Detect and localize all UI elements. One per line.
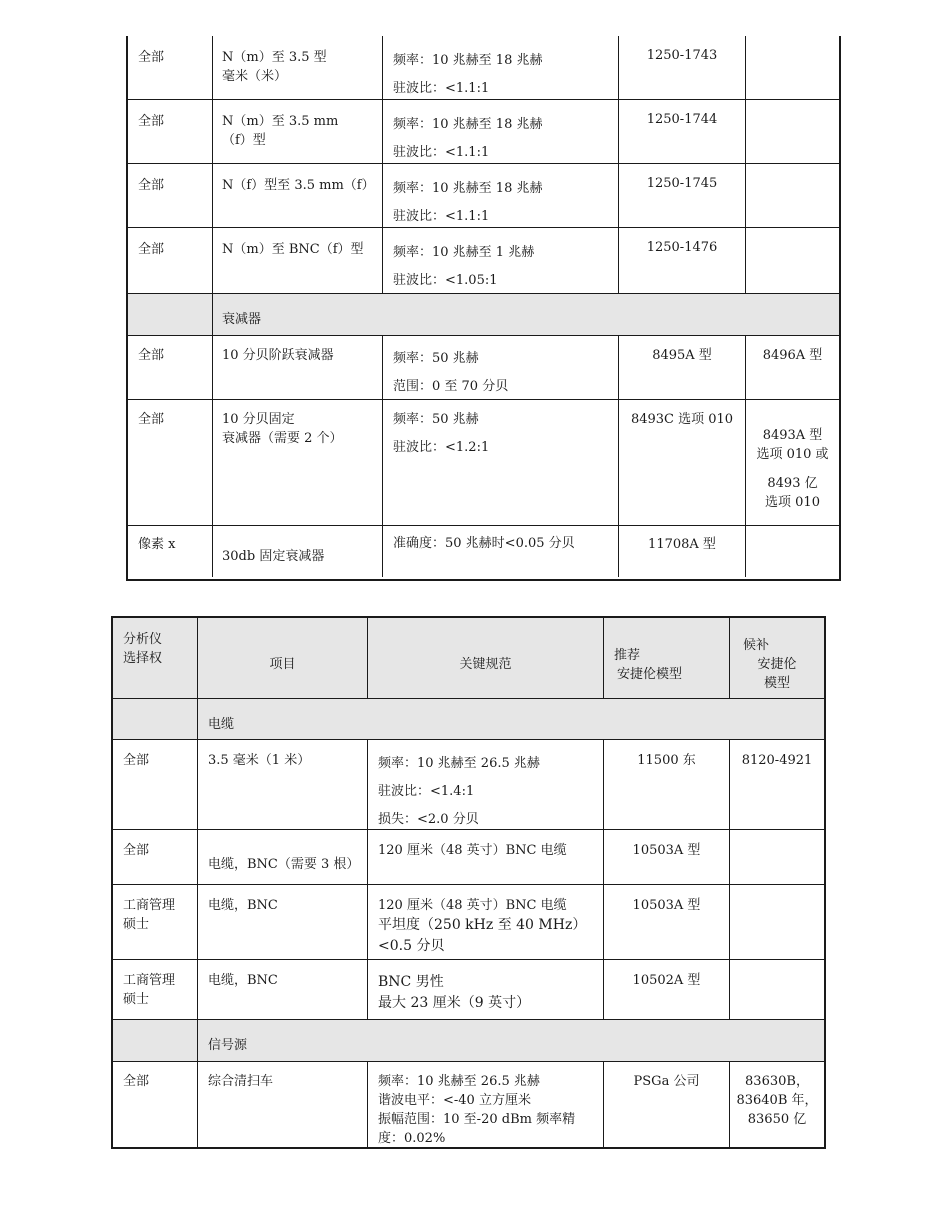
table-row bbox=[128, 164, 839, 228]
analyzer-option-cell: 全部 bbox=[138, 242, 165, 257]
item-cell-line2: 衰减器（需要 2 个） bbox=[222, 431, 343, 446]
section-header-attenuators bbox=[128, 294, 839, 336]
spec-cell-line2: 范围：0 至 70 分贝 bbox=[393, 379, 509, 394]
accessories-table-lower bbox=[111, 616, 826, 1149]
spec-cell-line1: 频率：10 兆赫至 18 兆赫 bbox=[393, 53, 543, 68]
section-title: 电缆 bbox=[208, 717, 235, 732]
alternate-model-line1: 8493A 型 bbox=[762, 428, 823, 443]
spec-cell-line1: 频率：10 兆赫至 1 兆赫 bbox=[393, 245, 535, 260]
item-cell-line1: 3.5 毫米（1 米） bbox=[208, 753, 311, 768]
header-alternate-line2: 安捷伦 bbox=[757, 657, 797, 672]
recommended-model-cell: 10502A 型 bbox=[632, 973, 701, 988]
table-row bbox=[113, 960, 824, 1020]
item-cell-line1: 30db 固定衰减器 bbox=[222, 549, 325, 564]
analyzer-option-cell: 全部 bbox=[123, 753, 150, 768]
item-cell-line1: 电缆，BNC（需要 3 根） bbox=[208, 857, 360, 872]
recommended-model-cell: 1250-1744 bbox=[646, 112, 718, 127]
analyzer-option-cell: 全部 bbox=[123, 843, 150, 858]
item-cell-line1: N（f）型至 3.5 mm（f） bbox=[222, 178, 375, 193]
spec-cell-line1: 120 厘米（48 英寸）BNC 电缆 bbox=[378, 898, 567, 913]
section-title: 信号源 bbox=[208, 1038, 248, 1053]
analyzer-option-cell: 像素 x bbox=[138, 537, 176, 552]
spec-cell-line1: 频率：10 兆赫至 26.5 兆赫 bbox=[378, 1074, 540, 1089]
analyzer-option-cell: 全部 bbox=[123, 1074, 150, 1089]
alternate-model-line3: 8493 亿 bbox=[767, 476, 818, 491]
spec-cell-line1: 频率：10 兆赫至 18 兆赫 bbox=[393, 117, 543, 132]
spec-cell-line4: 度：0.02% bbox=[378, 1131, 446, 1146]
recommended-model-cell: 8495A 型 bbox=[652, 348, 712, 363]
alternate-model-line3: 83650 亿 bbox=[747, 1112, 807, 1127]
spec-cell-line2: 驻波比：<1.05:1 bbox=[393, 273, 498, 288]
spec-cell-line2: 谐波电平：<-40 立方厘米 bbox=[378, 1093, 531, 1108]
table-header bbox=[113, 618, 824, 699]
header-analyzer-option-line2: 选择权 bbox=[123, 651, 163, 666]
table-row bbox=[128, 400, 839, 526]
header-key-spec: 关键规范 bbox=[459, 657, 512, 672]
analyzer-option-line1: 工商管理 bbox=[123, 898, 176, 913]
spec-cell-line2: 平坦度（250 kHz 至 40 MHz） bbox=[378, 917, 587, 933]
spec-cell-line1: 频率：10 兆赫至 26.5 兆赫 bbox=[378, 756, 540, 771]
analyzer-option-cell: 全部 bbox=[138, 114, 165, 129]
analyzer-option-cell: 全部 bbox=[138, 178, 165, 193]
alternate-model-line2: 选项 010 或 bbox=[756, 447, 829, 462]
item-cell-line1: N（m）至 3.5 型 bbox=[222, 50, 327, 65]
recommended-model-cell: 10503A 型 bbox=[632, 843, 701, 858]
recommended-model-cell: 11708A 型 bbox=[648, 537, 716, 552]
header-alternate-line1: 候补 bbox=[743, 638, 770, 653]
spec-cell-line2: 驻波比：<1.2:1 bbox=[393, 440, 490, 455]
header-recommended-line1: 推荐 bbox=[614, 648, 641, 663]
table-row bbox=[113, 1062, 824, 1147]
spec-cell-line3: 损失：<2.0 分贝 bbox=[378, 812, 479, 827]
recommended-model-cell: 1250-1476 bbox=[646, 240, 718, 255]
table-row bbox=[113, 885, 824, 960]
spec-cell-line1: 频率：10 兆赫至 18 兆赫 bbox=[393, 181, 543, 196]
item-cell-line2: （f）型 bbox=[222, 133, 266, 148]
spec-cell-line2: 驻波比：<1.4:1 bbox=[378, 784, 475, 799]
spec-cell-line1: 准确度：50 兆赫时<0.05 分贝 bbox=[393, 536, 575, 551]
item-cell-line1: N（m）至 3.5 mm bbox=[222, 114, 339, 129]
table-row bbox=[128, 228, 839, 294]
recommended-model-cell: PSGa 公司 bbox=[633, 1074, 700, 1089]
item-cell-line1: N（m）至 BNC（f）型 bbox=[222, 242, 364, 257]
item-cell-line1: 综合清扫车 bbox=[208, 1074, 274, 1089]
recommended-model-cell: 10503A 型 bbox=[632, 898, 701, 913]
section-header-signal-sources bbox=[113, 1020, 824, 1062]
item-cell-line1: 10 分贝阶跃衰减器 bbox=[222, 348, 334, 363]
spec-cell-line1: 频率：50 兆赫 bbox=[393, 351, 479, 366]
spec-cell-line3: 振幅范围：10 至-20 dBm 频率精 bbox=[378, 1112, 576, 1127]
recommended-model-cell: 1250-1743 bbox=[646, 48, 718, 63]
spec-cell-line1: 120 厘米（48 英寸）BNC 电缆 bbox=[378, 843, 567, 858]
spec-cell-line3: <0.5 分贝 bbox=[378, 938, 445, 954]
item-cell-line2: 毫米（米） bbox=[222, 69, 288, 84]
alternate-model-line1: 83630B， bbox=[745, 1074, 809, 1089]
analyzer-option-line2: 硕士 bbox=[123, 917, 150, 932]
header-item: 项目 bbox=[269, 657, 296, 672]
analyzer-option-line2: 硕士 bbox=[123, 992, 150, 1007]
spec-cell-line1: BNC 男性 bbox=[378, 974, 444, 990]
section-header-cables bbox=[113, 699, 824, 740]
header-alternate-line3: 模型 bbox=[763, 676, 790, 691]
accessories-table-upper bbox=[126, 36, 841, 581]
alternate-model-cell: 8120-4921 bbox=[741, 753, 813, 768]
header-analyzer-option-line1: 分析仪 bbox=[123, 632, 163, 647]
section-title: 衰减器 bbox=[222, 312, 262, 327]
table-row bbox=[113, 740, 824, 830]
table-row bbox=[113, 830, 824, 885]
table-row bbox=[128, 36, 839, 100]
table-row bbox=[128, 526, 839, 577]
alternate-model-cell: 8496A 型 bbox=[762, 348, 823, 363]
analyzer-option-cell: 全部 bbox=[138, 348, 165, 363]
spec-cell-line2: 驻波比：<1.1:1 bbox=[393, 145, 490, 160]
spec-cell-line2: 驻波比：<1.1:1 bbox=[393, 81, 490, 96]
item-cell-line1: 10 分贝固定 bbox=[222, 412, 295, 427]
recommended-model-cell: 1250-1745 bbox=[646, 176, 718, 191]
recommended-model-cell: 8493C 选项 010 bbox=[630, 412, 734, 427]
analyzer-option-cell: 全部 bbox=[138, 50, 165, 65]
table-row bbox=[128, 100, 839, 164]
analyzer-option-line1: 工商管理 bbox=[123, 973, 176, 988]
recommended-model-cell: 11500 东 bbox=[637, 753, 696, 768]
spec-cell-line2: 驻波比：<1.1:1 bbox=[393, 209, 490, 224]
analyzer-option-cell: 全部 bbox=[138, 412, 165, 427]
table-row bbox=[128, 336, 839, 400]
item-cell-line1: 电缆，BNC bbox=[208, 898, 278, 913]
spec-cell-line1: 频率：50 兆赫 bbox=[393, 412, 479, 427]
alternate-model-line4: 选项 010 bbox=[765, 495, 820, 510]
spec-cell-line2: 最大 23 厘米（9 英寸） bbox=[378, 995, 531, 1011]
alternate-model-line2: 83640B 年， bbox=[736, 1093, 818, 1108]
header-recommended-line2: 安捷伦模型 bbox=[617, 667, 683, 682]
item-cell-line1: 电缆，BNC bbox=[208, 973, 278, 988]
